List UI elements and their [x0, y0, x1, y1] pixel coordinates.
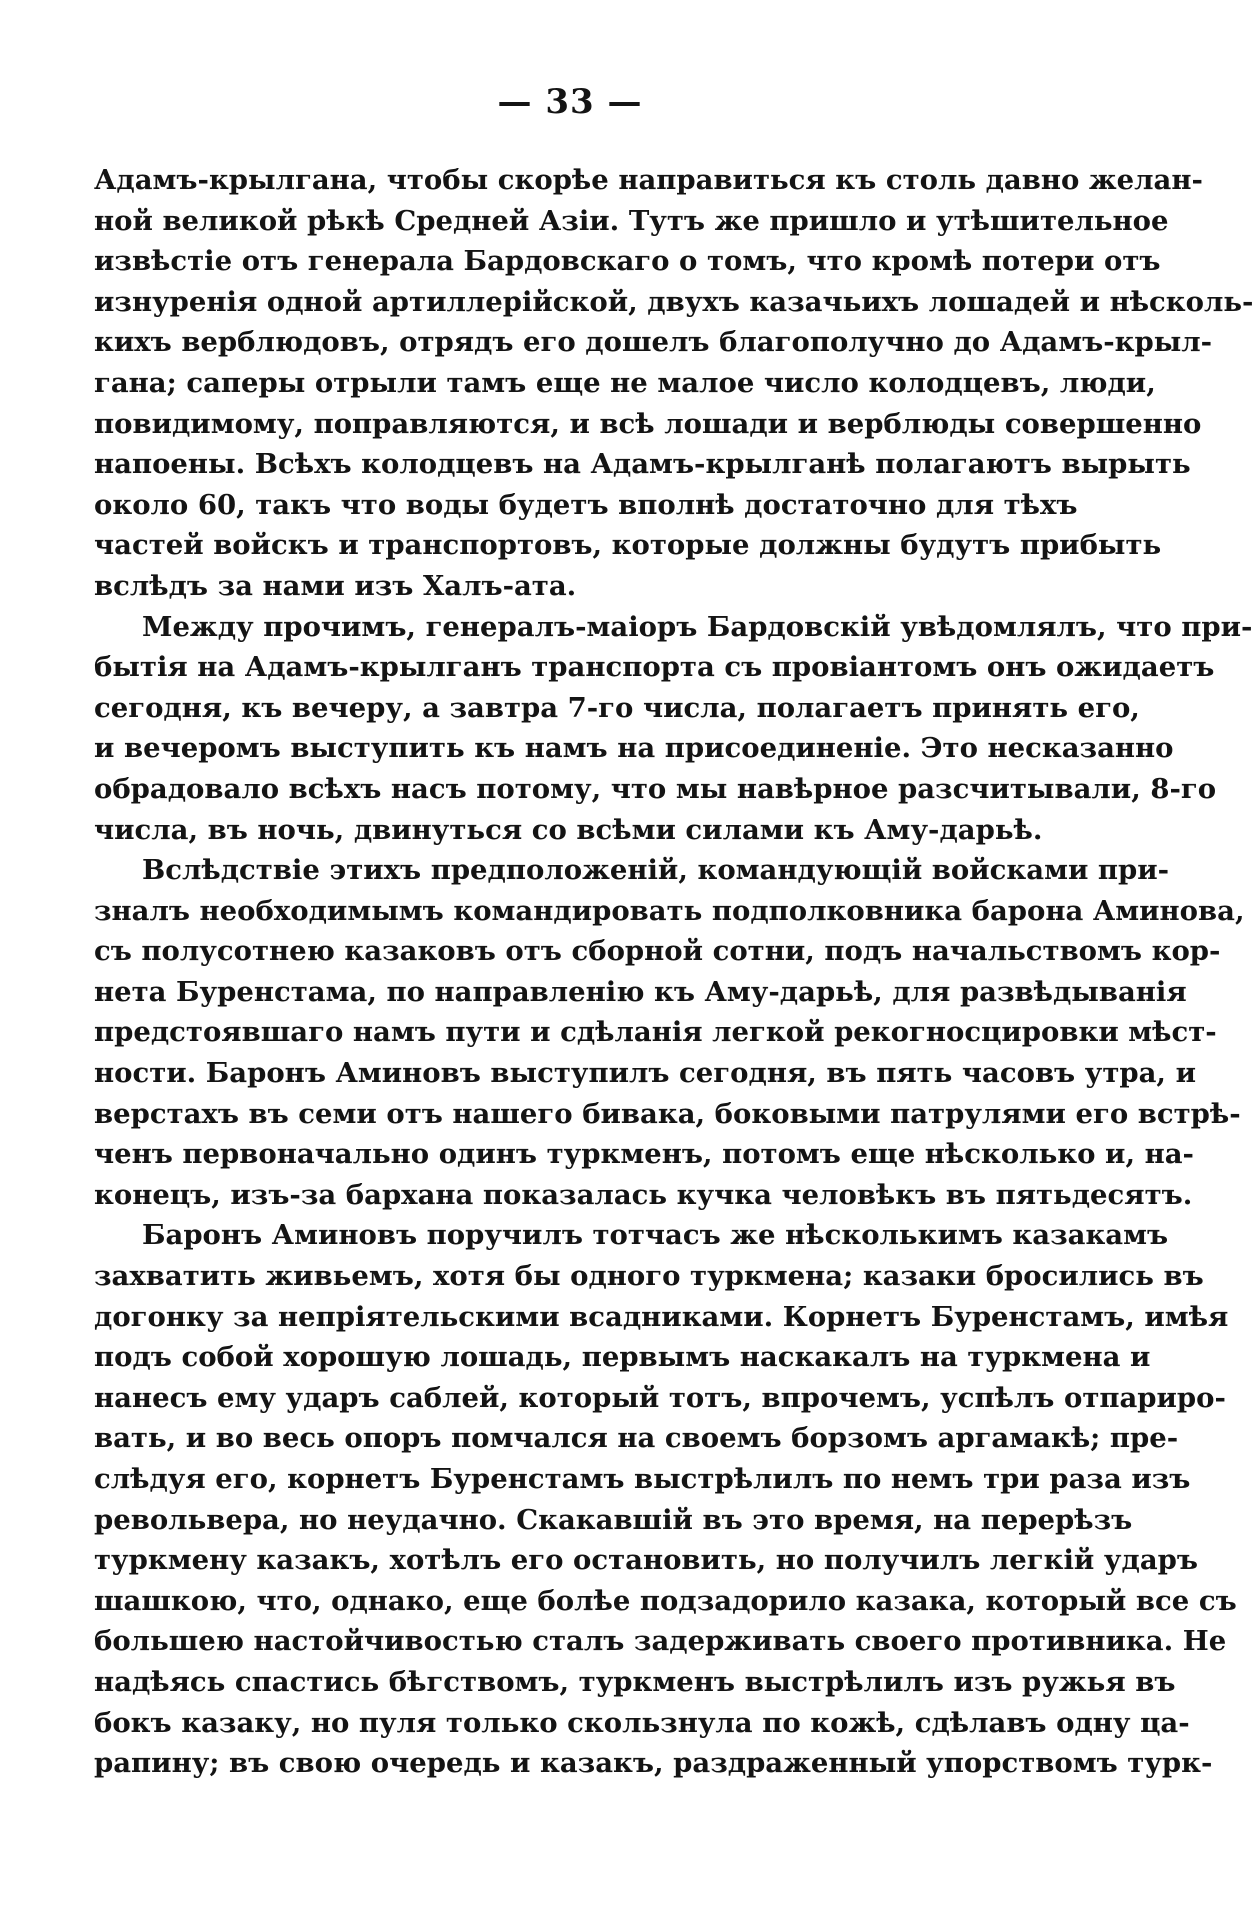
text-line: револьвера, но неудачно. Скакавшій въ это время, на перерѣзъ [94, 1503, 1133, 1536]
paragraph [94, 1215, 1237, 1783]
text-line: сегодня, къ вечеру, а завтра 7-го числа, полагаетъ принять его, [94, 691, 1140, 724]
paragraph [94, 850, 1245, 1215]
text-line: числа, въ ночь, двинуться со всѣми силами къ Аму-дарьѣ. [94, 813, 1043, 846]
text-line: подъ собой хорошую лошадь, первымъ наскакалъ на туркмена и [94, 1341, 1151, 1374]
text-line: Адамъ-крылгана, чтобы скорѣе направиться къ столь давно желан- [94, 164, 1203, 196]
text-line: шашкою, что, однако, еще болѣе подзадорило казака, который все съ [94, 1584, 1237, 1617]
text-line: гана; саперы отрыли тамъ еще не малое число колодцевъ, люди, [94, 366, 1156, 399]
text-line: догонку за непріятельскими всадниками. Корнетъ Буренстамъ, имѣя [94, 1300, 1229, 1333]
text-line: нанесъ ему ударъ саблей, который тотъ, впрочемъ, успѣлъ отпариро- [94, 1381, 1226, 1414]
text-line: около 60, такъ что воды будетъ вполнѣ достаточно для тѣхъ [94, 488, 1078, 521]
text-line: слѣдуя его, корнетъ Буренстамъ выстрѣлилъ по немъ три раза изъ [94, 1463, 1191, 1495]
text-line: рапину; въ свою очередь и казакъ, раздраженный упорствомъ турк- [94, 1747, 1213, 1780]
text-line: надѣясь спастись бѣгствомъ, туркменъ выстрѣлилъ изъ ружья въ [94, 1665, 1176, 1698]
text-line: напоены. Всѣхъ колодцевъ на Адамъ-крылганѣ полагаютъ вырыть [94, 448, 1191, 481]
text-line: бокъ казаку, но пуля только скользнула по кожѣ, сдѣлавъ одну ца- [94, 1706, 1190, 1739]
text-line: Вслѣдствіе этихъ предположеній, командующій войсками при- [142, 854, 1170, 887]
text-line: бытія на Адамъ-крылганъ транспорта съ провіантомъ онъ ожидаетъ [94, 651, 1215, 684]
text-line: Баронъ Аминовъ поручилъ тотчасъ же нѣсколькимъ казакамъ [142, 1219, 1169, 1252]
text-line: съ полусотнею казаковъ отъ сборной сотни, подъ начальствомъ кор- [94, 935, 1221, 968]
text-line: обрадовало всѣхъ насъ потому, что мы навѣрное разсчитывали, 8-го [94, 772, 1217, 805]
text-line: повидимому, поправляются, и всѣ лошади и верблюды совершенно [94, 407, 1202, 440]
text-line: ченъ первоначально одинъ туркменъ, потомъ еще нѣсколько и, на- [94, 1138, 1194, 1171]
text-line: извѣстіе отъ генерала Бардовскаго о томъ, что кромѣ потери отъ [94, 245, 1161, 278]
text-line: вать, и во весь опоръ помчался на своемъ борзомъ аргамакѣ; пре- [94, 1422, 1179, 1455]
page-number: — 33 — [497, 82, 643, 122]
text-line: вслѣдъ за нами изъ Халъ-ата. [94, 569, 577, 602]
text-line: Между прочимъ, генералъ-маіоръ Бардовскій увѣдомлялъ, что при- [142, 610, 1253, 643]
paragraph [94, 607, 1253, 851]
text-line: ной великой рѣкѣ Средней Азіи. Тутъ же пришло и утѣшительное [94, 204, 1169, 237]
text-line: частей войскъ и транспортовъ, которые должны будутъ прибыть [94, 529, 1162, 562]
text-line: кихъ верблюдовъ, отрядъ его дошелъ благополучно до Адамъ-крыл- [94, 326, 1213, 359]
text-line: ности. Баронъ Аминовъ выступилъ сегодня, въ пять часовъ утра, и [94, 1057, 1196, 1090]
text-line: зналъ необходимымъ командировать подполковника барона Аминова, [94, 894, 1245, 927]
text-line: верстахъ въ семи отъ нашего бивака, боковыми патрулями его встрѣ- [94, 1097, 1241, 1130]
text-line: захватить живьемъ, хотя бы одного туркмена; казаки бросились въ [94, 1260, 1204, 1293]
page-body-text [94, 160, 1253, 1784]
text-line: и вечеромъ выступить къ намъ на присоединеніе. Это несказанно [94, 732, 1174, 765]
paragraph [94, 160, 1253, 607]
text-line: предстоявшаго намъ пути и сдѣланія легкой рекогносцировки мѣст- [94, 1016, 1217, 1049]
text-line: нета Буренстама, по направленію къ Аму-дарьѣ, для развѣдыванія [94, 975, 1187, 1008]
text-line: изнуренія одной артиллерійской, двухъ казачьихъ лошадей и нѣсколь- [94, 285, 1253, 318]
text-line: туркмену казакъ, хотѣлъ его остановить, но получилъ легкій ударъ [94, 1544, 1198, 1577]
text-line: большею настойчивостью сталъ задерживать своего противника. Не [94, 1625, 1227, 1658]
text-line: конецъ, изъ-за бархана показалась кучка человѣкъ въ пятьдесятъ. [94, 1178, 1193, 1211]
